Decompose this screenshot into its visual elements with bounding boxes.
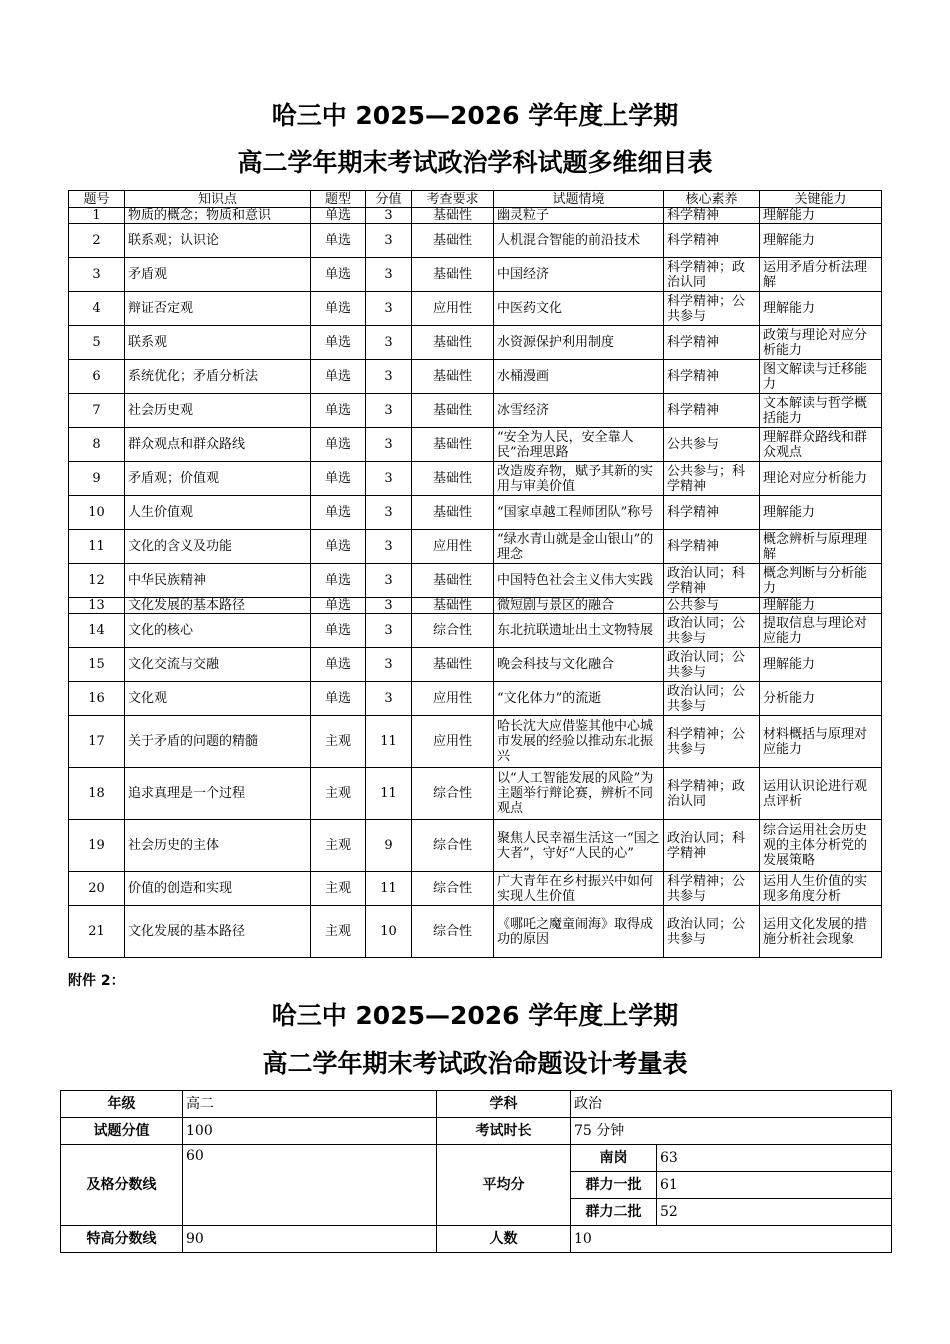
question-number-cell: 17 bbox=[69, 716, 125, 768]
avg-label: 平均分 bbox=[437, 1145, 571, 1226]
score-cell: 11 bbox=[366, 768, 412, 820]
knowledge-point-cell: 文化交流与交融 bbox=[125, 648, 311, 682]
core-literacy-cell: 政治认同；公共参与 bbox=[664, 648, 760, 682]
key-ability-cell: 文本解读与哲学概括能力 bbox=[760, 394, 882, 428]
high-label: 特高分数线 bbox=[61, 1226, 183, 1253]
header-cell: 题号 bbox=[69, 191, 125, 208]
document-title-1: 哈三中 2025—2026 学年度上学期 bbox=[271, 101, 679, 130]
subject-value: 政治 bbox=[571, 1091, 892, 1118]
high-value: 90 bbox=[183, 1226, 437, 1253]
score-cell: 3 bbox=[366, 292, 412, 326]
header-cell: 核心素养 bbox=[664, 191, 760, 208]
core-literacy-cell: 科学精神 bbox=[664, 496, 760, 530]
knowledge-point-cell: 关于矛盾的问题的精髓 bbox=[125, 716, 311, 768]
question-number-cell: 10 bbox=[69, 496, 125, 530]
score-cell: 3 bbox=[366, 360, 412, 394]
score-cell: 11 bbox=[366, 872, 412, 906]
scenario-cell: 中医药文化 bbox=[494, 292, 664, 326]
table-row bbox=[69, 428, 882, 462]
requirement-cell: 基础性 bbox=[412, 428, 494, 462]
question-number-cell: 3 bbox=[69, 258, 125, 292]
design-row-pass bbox=[61, 1145, 892, 1172]
requirement-cell: 基础性 bbox=[412, 224, 494, 258]
score-cell: 3 bbox=[366, 598, 412, 614]
table-row bbox=[69, 462, 882, 496]
core-literacy-cell: 公共参与 bbox=[664, 428, 760, 462]
question-type-cell: 单选 bbox=[311, 258, 366, 292]
detail-table bbox=[68, 190, 882, 958]
time-label: 考试时长 bbox=[437, 1118, 571, 1145]
table-row bbox=[69, 326, 882, 360]
core-literacy-cell: 政治认同；公共参与 bbox=[664, 614, 760, 648]
detail-table-header-row bbox=[69, 191, 882, 208]
scenario-cell: 人机混合智能的前沿技术 bbox=[494, 224, 664, 258]
knowledge-point-cell: 辩证否定观 bbox=[125, 292, 311, 326]
question-number-cell: 11 bbox=[69, 530, 125, 564]
scenario-cell: 晚会科技与文化融合 bbox=[494, 648, 664, 682]
knowledge-point-cell: 文化的含义及功能 bbox=[125, 530, 311, 564]
grade-label: 年级 bbox=[61, 1091, 183, 1118]
score-cell: 10 bbox=[366, 906, 412, 958]
scenario-cell: 中国经济 bbox=[494, 258, 664, 292]
knowledge-point-cell: 文化的核心 bbox=[125, 614, 311, 648]
question-type-cell: 单选 bbox=[311, 648, 366, 682]
question-number-cell: 14 bbox=[69, 614, 125, 648]
score-cell: 3 bbox=[366, 614, 412, 648]
knowledge-point-cell: 群众观点和群众路线 bbox=[125, 428, 311, 462]
key-ability-cell: 理解能力 bbox=[760, 648, 882, 682]
requirement-cell: 应用性 bbox=[412, 682, 494, 716]
question-number-cell: 5 bbox=[69, 326, 125, 360]
pass-label: 及格分数线 bbox=[61, 1145, 183, 1226]
requirement-cell: 基础性 bbox=[412, 462, 494, 496]
core-literacy-cell: 科学精神；政治认同 bbox=[664, 258, 760, 292]
requirement-cell: 应用性 bbox=[412, 530, 494, 564]
requirement-cell: 基础性 bbox=[412, 208, 494, 224]
requirement-cell: 基础性 bbox=[412, 360, 494, 394]
core-literacy-cell: 科学精神；公共参与 bbox=[664, 292, 760, 326]
question-number-cell: 9 bbox=[69, 462, 125, 496]
knowledge-point-cell: 社会历史观 bbox=[125, 394, 311, 428]
header-cell: 考查要求 bbox=[412, 191, 494, 208]
time-value: 75 分钟 bbox=[571, 1118, 892, 1145]
question-number-cell: 7 bbox=[69, 394, 125, 428]
score-cell: 3 bbox=[366, 208, 412, 224]
scenario-cell: 东北抗联遗址出土文物特展 bbox=[494, 614, 664, 648]
header-cell: 知识点 bbox=[125, 191, 311, 208]
question-number-cell: 8 bbox=[69, 428, 125, 462]
detail-table-body bbox=[69, 208, 882, 958]
core-literacy-cell: 科学精神 bbox=[664, 530, 760, 564]
score-cell: 3 bbox=[366, 648, 412, 682]
key-ability-cell: 理解能力 bbox=[760, 224, 882, 258]
requirement-cell: 综合性 bbox=[412, 906, 494, 958]
core-literacy-cell: 公共参与 bbox=[664, 598, 760, 614]
document-title-3: 哈三中 2025—2026 学年度上学期 bbox=[271, 1001, 679, 1030]
table-row bbox=[69, 768, 882, 820]
key-ability-cell: 理解能力 bbox=[760, 496, 882, 530]
scenario-cell: 微短剧与景区的融合 bbox=[494, 598, 664, 614]
scenario-cell: 哈长沈大应借鉴其他中心城市发展的经验以推动东北振兴 bbox=[494, 716, 664, 768]
scenario-cell: 水桶漫画 bbox=[494, 360, 664, 394]
key-ability-cell: 图文解读与迁移能力 bbox=[760, 360, 882, 394]
core-literacy-cell: 科学精神 bbox=[664, 394, 760, 428]
table-row bbox=[69, 614, 882, 648]
key-ability-cell: 理解能力 bbox=[760, 292, 882, 326]
table-row bbox=[69, 564, 882, 598]
key-ability-cell: 理解能力 bbox=[760, 208, 882, 224]
knowledge-point-cell: 价值的创造和实现 bbox=[125, 872, 311, 906]
knowledge-point-cell: 追求真理是一个过程 bbox=[125, 768, 311, 820]
key-ability-cell: 政策与理论对应分析能力 bbox=[760, 326, 882, 360]
question-number-cell: 16 bbox=[69, 682, 125, 716]
table-row bbox=[69, 820, 882, 872]
requirement-cell: 综合性 bbox=[412, 872, 494, 906]
table-row bbox=[69, 292, 882, 326]
core-literacy-cell: 科学精神 bbox=[664, 208, 760, 224]
score-cell: 9 bbox=[366, 820, 412, 872]
question-type-cell: 单选 bbox=[311, 530, 366, 564]
requirement-cell: 综合性 bbox=[412, 768, 494, 820]
header-cell: 关键能力 bbox=[760, 191, 882, 208]
scenario-cell: 幽灵粒子 bbox=[494, 208, 664, 224]
scenario-cell: 中国特色社会主义伟大实践 bbox=[494, 564, 664, 598]
core-literacy-cell: 政治认同；公共参与 bbox=[664, 906, 760, 958]
requirement-cell: 应用性 bbox=[412, 292, 494, 326]
question-type-cell: 主观 bbox=[311, 716, 366, 768]
question-type-cell: 单选 bbox=[311, 496, 366, 530]
question-type-cell: 单选 bbox=[311, 360, 366, 394]
question-number-cell: 1 bbox=[69, 208, 125, 224]
table-row bbox=[69, 648, 882, 682]
table-row bbox=[69, 598, 882, 614]
question-number-cell: 4 bbox=[69, 292, 125, 326]
key-ability-cell: 分析能力 bbox=[760, 682, 882, 716]
question-number-cell: 21 bbox=[69, 906, 125, 958]
question-type-cell: 单选 bbox=[311, 224, 366, 258]
avg-campus-value: 63 bbox=[657, 1145, 892, 1172]
avg-campus-name: 南岗 bbox=[571, 1145, 657, 1172]
key-ability-cell: 提取信息与理论对应能力 bbox=[760, 614, 882, 648]
key-ability-cell: 综合运用社会历史观的主体分析党的发展策略 bbox=[760, 820, 882, 872]
knowledge-point-cell: 联系观 bbox=[125, 326, 311, 360]
design-row-high bbox=[61, 1226, 892, 1253]
requirement-cell: 基础性 bbox=[412, 326, 494, 360]
knowledge-point-cell: 矛盾观 bbox=[125, 258, 311, 292]
avg-campus-value: 52 bbox=[657, 1199, 892, 1226]
question-type-cell: 主观 bbox=[311, 820, 366, 872]
table-row bbox=[69, 716, 882, 768]
question-type-cell: 单选 bbox=[311, 598, 366, 614]
question-type-cell: 单选 bbox=[311, 394, 366, 428]
question-type-cell: 单选 bbox=[311, 428, 366, 462]
count-value: 10 bbox=[571, 1226, 892, 1253]
score-label: 试题分值 bbox=[61, 1118, 183, 1145]
table-row bbox=[69, 872, 882, 906]
score-cell: 3 bbox=[366, 462, 412, 496]
avg-campus-value: 61 bbox=[657, 1172, 892, 1199]
question-number-cell: 18 bbox=[69, 768, 125, 820]
table-row bbox=[69, 258, 882, 292]
key-ability-cell: 概念辨析与原理理解 bbox=[760, 530, 882, 564]
key-ability-cell: 运用人生价值的实现多角度分析 bbox=[760, 872, 882, 906]
scenario-cell: 改造废弃物，赋予其新的实用与审美价值 bbox=[494, 462, 664, 496]
question-number-cell: 15 bbox=[69, 648, 125, 682]
core-literacy-cell: 科学精神 bbox=[664, 326, 760, 360]
key-ability-cell: 运用矛盾分析法理解 bbox=[760, 258, 882, 292]
key-ability-cell: 理解能力 bbox=[760, 598, 882, 614]
core-literacy-cell: 科学精神 bbox=[664, 360, 760, 394]
score-value: 100 bbox=[183, 1118, 437, 1145]
question-number-cell: 6 bbox=[69, 360, 125, 394]
attachment-label: 附件 2： bbox=[68, 973, 125, 989]
knowledge-point-cell: 系统优化；矛盾分析法 bbox=[125, 360, 311, 394]
question-type-cell: 单选 bbox=[311, 614, 366, 648]
pass-value: 60 bbox=[183, 1145, 437, 1226]
avg-campus-name: 群力一批 bbox=[571, 1172, 657, 1199]
count-label: 人数 bbox=[437, 1226, 571, 1253]
key-ability-cell: 概念判断与分析能力 bbox=[760, 564, 882, 598]
score-cell: 3 bbox=[366, 496, 412, 530]
core-literacy-cell: 科学精神 bbox=[664, 224, 760, 258]
requirement-cell: 综合性 bbox=[412, 614, 494, 648]
core-literacy-cell: 政治认同；科学精神 bbox=[664, 564, 760, 598]
table-row bbox=[69, 360, 882, 394]
knowledge-point-cell: 联系观；认识论 bbox=[125, 224, 311, 258]
question-number-cell: 13 bbox=[69, 598, 125, 614]
scenario-cell: 水资源保护利用制度 bbox=[494, 326, 664, 360]
score-cell: 3 bbox=[366, 530, 412, 564]
knowledge-point-cell: 矛盾观；价值观 bbox=[125, 462, 311, 496]
requirement-cell: 基础性 bbox=[412, 648, 494, 682]
question-type-cell: 单选 bbox=[311, 292, 366, 326]
question-number-cell: 19 bbox=[69, 820, 125, 872]
scenario-cell: “国家卓越工程师团队”称号 bbox=[494, 496, 664, 530]
question-type-cell: 单选 bbox=[311, 564, 366, 598]
table-row bbox=[69, 496, 882, 530]
design-table bbox=[60, 1090, 892, 1253]
core-literacy-cell: 科学精神；公共参与 bbox=[664, 872, 760, 906]
core-literacy-cell: 科学精神；公共参与 bbox=[664, 716, 760, 768]
design-row-grade bbox=[61, 1091, 892, 1118]
score-cell: 3 bbox=[366, 258, 412, 292]
question-type-cell: 单选 bbox=[311, 462, 366, 496]
key-ability-cell: 运用认识论进行观点评析 bbox=[760, 768, 882, 820]
core-literacy-cell: 科学精神；政治认同 bbox=[664, 768, 760, 820]
question-type-cell: 单选 bbox=[311, 682, 366, 716]
requirement-cell: 应用性 bbox=[412, 716, 494, 768]
key-ability-cell: 材料概括与原理对应能力 bbox=[760, 716, 882, 768]
scenario-cell: “文化体力”的流逝 bbox=[494, 682, 664, 716]
score-cell: 11 bbox=[366, 716, 412, 768]
knowledge-point-cell: 物质的概念；物质和意识 bbox=[125, 208, 311, 224]
question-type-cell: 主观 bbox=[311, 872, 366, 906]
header-cell: 题型 bbox=[311, 191, 366, 208]
score-cell: 3 bbox=[366, 224, 412, 258]
question-number-cell: 2 bbox=[69, 224, 125, 258]
table-row bbox=[69, 682, 882, 716]
document-title-2: 高二学年期末考试政治学科试题多维细目表 bbox=[237, 148, 713, 177]
question-type-cell: 单选 bbox=[311, 326, 366, 360]
question-type-cell: 主观 bbox=[311, 906, 366, 958]
question-type-cell: 主观 bbox=[311, 768, 366, 820]
scenario-cell: 冰雪经济 bbox=[494, 394, 664, 428]
requirement-cell: 基础性 bbox=[412, 598, 494, 614]
key-ability-cell: 运用文化发展的措施分析社会现象 bbox=[760, 906, 882, 958]
table-row bbox=[69, 208, 882, 224]
score-cell: 3 bbox=[366, 564, 412, 598]
score-cell: 3 bbox=[366, 682, 412, 716]
scenario-cell: 聚焦人民幸福生活这一“国之大者”，守好“人民的心” bbox=[494, 820, 664, 872]
scenario-cell: 《哪吒之魔童闹海》取得成功的原因 bbox=[494, 906, 664, 958]
requirement-cell: 基础性 bbox=[412, 394, 494, 428]
question-number-cell: 20 bbox=[69, 872, 125, 906]
subject-label: 学科 bbox=[437, 1091, 571, 1118]
scenario-cell: 以“人工智能发展的风险”为主题举行辩论赛，辨析不同观点 bbox=[494, 768, 664, 820]
question-type-cell: 单选 bbox=[311, 208, 366, 224]
requirement-cell: 基础性 bbox=[412, 258, 494, 292]
knowledge-point-cell: 文化发展的基本路径 bbox=[125, 598, 311, 614]
requirement-cell: 基础性 bbox=[412, 496, 494, 530]
core-literacy-cell: 政治认同；公共参与 bbox=[664, 682, 760, 716]
scenario-cell: “绿水青山就是金山银山”的理念 bbox=[494, 530, 664, 564]
scenario-cell: 广大青年在乡村振兴中如何实现人生价值 bbox=[494, 872, 664, 906]
key-ability-cell: 理论对应分析能力 bbox=[760, 462, 882, 496]
knowledge-point-cell: 文化观 bbox=[125, 682, 311, 716]
table-row bbox=[69, 224, 882, 258]
question-number-cell: 12 bbox=[69, 564, 125, 598]
knowledge-point-cell: 社会历史的主体 bbox=[125, 820, 311, 872]
table-row bbox=[69, 530, 882, 564]
score-cell: 3 bbox=[366, 428, 412, 462]
score-cell: 3 bbox=[366, 326, 412, 360]
score-cell: 3 bbox=[366, 394, 412, 428]
knowledge-point-cell: 人生价值观 bbox=[125, 496, 311, 530]
requirement-cell: 基础性 bbox=[412, 564, 494, 598]
header-cell: 分值 bbox=[366, 191, 412, 208]
key-ability-cell: 理解群众路线和群众观点 bbox=[760, 428, 882, 462]
document-title-4: 高二学年期末考试政治命题设计考量表 bbox=[262, 1049, 688, 1078]
knowledge-point-cell: 中华民族精神 bbox=[125, 564, 311, 598]
grade-value: 高二 bbox=[183, 1091, 437, 1118]
table-row bbox=[69, 906, 882, 958]
knowledge-point-cell: 文化发展的基本路径 bbox=[125, 906, 311, 958]
scenario-cell: “安全为人民，安全靠人民”治理思路 bbox=[494, 428, 664, 462]
requirement-cell: 综合性 bbox=[412, 820, 494, 872]
core-literacy-cell: 公共参与；科学精神 bbox=[664, 462, 760, 496]
header-cell: 试题情境 bbox=[494, 191, 664, 208]
core-literacy-cell: 政治认同；科学精神 bbox=[664, 820, 760, 872]
design-row-score bbox=[61, 1118, 892, 1145]
avg-campus-name: 群力二批 bbox=[571, 1199, 657, 1226]
table-row bbox=[69, 394, 882, 428]
